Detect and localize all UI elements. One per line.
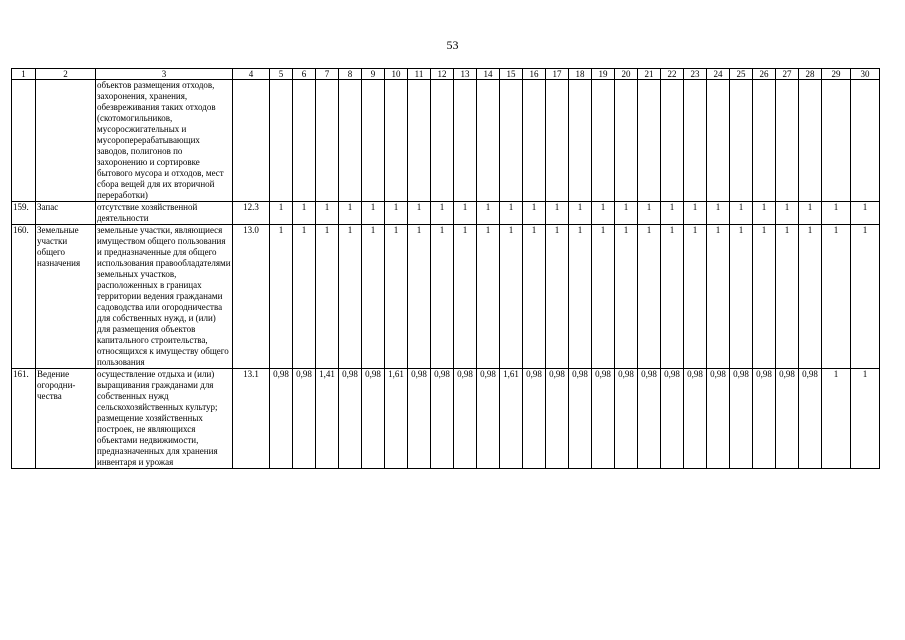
column-number-header: 27: [776, 69, 799, 80]
coefficient-cell: 1: [546, 225, 569, 369]
coefficient-cell: 1: [661, 202, 684, 225]
coefficient-cell: 1: [339, 225, 362, 369]
coefficient-cell: 1: [851, 225, 880, 369]
coefficient-cell: [316, 80, 339, 202]
coefficient-cell: 0,98: [431, 369, 454, 469]
coefficient-cell: 0,98: [684, 369, 707, 469]
column-number-header: 12: [431, 69, 454, 80]
coefficient-cell: [270, 80, 293, 202]
coefficient-cell: 1: [431, 202, 454, 225]
coefficient-cell: 0,98: [730, 369, 753, 469]
column-number-header: 26: [753, 69, 776, 80]
classifier-code-cell: 13.0: [233, 225, 270, 369]
column-number-header: 1: [12, 69, 36, 80]
coefficient-cell: 1: [851, 202, 880, 225]
land-use-description-cell: земельные участки, являющиеся имуществом общего пользования и предназначенные для общего использования правообладателями земельных участков, расположенных в границах территории ведения гражданами садоводства или огородничества для собственных нужд, и (или) для размещения объектов капитального строительства, относящихся к имуществу общего пользования: [97, 225, 231, 367]
coefficient-cell: 0,98: [753, 369, 776, 469]
coefficient-cell: 1: [707, 225, 730, 369]
column-number-header: 19: [592, 69, 615, 80]
page-number: 53: [446, 38, 459, 52]
coefficient-cell: 1: [730, 202, 753, 225]
coefficient-cell: 0,98: [546, 369, 569, 469]
coefficient-cell: [500, 80, 523, 202]
coefficient-cell: 1,41: [316, 369, 339, 469]
coefficient-cell: 0,98: [523, 369, 546, 469]
coefficient-cell: 1: [270, 225, 293, 369]
column-number-header: 22: [661, 69, 684, 80]
column-number-header: 4: [233, 69, 270, 80]
coefficient-cell: [776, 80, 799, 202]
coefficient-cell: 1: [661, 225, 684, 369]
coefficient-cell: 0,98: [707, 369, 730, 469]
coefficient-cell: 1: [362, 202, 385, 225]
column-number-header: 3: [96, 69, 233, 80]
coefficient-cell: [546, 80, 569, 202]
coefficient-cell: 1: [408, 202, 431, 225]
classifier-code-cell: [233, 80, 270, 202]
coefficient-cell: 0,98: [799, 369, 822, 469]
coefficient-cell: 1: [523, 225, 546, 369]
coefficient-cell: [730, 80, 753, 202]
coefficient-cell: 1: [293, 225, 316, 369]
coefficient-cell: 0,98: [339, 369, 362, 469]
coefficient-cell: 0,98: [408, 369, 431, 469]
row-number-cell: 161.: [12, 369, 36, 469]
coefficient-cell: 1: [454, 225, 477, 369]
coefficient-cell: 0,98: [454, 369, 477, 469]
land-use-name-cell: [36, 80, 96, 202]
coefficient-cell: 1: [385, 202, 408, 225]
land-use-table: [11, 68, 880, 469]
coefficient-cell: 1: [822, 369, 851, 469]
coefficient-cell: 1: [293, 202, 316, 225]
coefficient-cell: 0,98: [569, 369, 592, 469]
coefficient-cell: [362, 80, 385, 202]
column-number-header: 23: [684, 69, 707, 80]
column-number-header: 9: [362, 69, 385, 80]
coefficient-cell: 0,98: [477, 369, 500, 469]
coefficient-cell: 1: [477, 225, 500, 369]
table-row: [12, 80, 880, 202]
row-number-cell: 160.: [12, 225, 36, 369]
coefficient-cell: 1: [615, 225, 638, 369]
coefficient-cell: [385, 80, 408, 202]
column-number-header: 28: [799, 69, 822, 80]
column-number-header: 11: [408, 69, 431, 80]
coefficient-cell: [569, 80, 592, 202]
coefficient-cell: 1: [776, 225, 799, 369]
column-number-header: 21: [638, 69, 661, 80]
column-number-header: 25: [730, 69, 753, 80]
column-number-header: 13: [454, 69, 477, 80]
column-number-header: 18: [569, 69, 592, 80]
coefficient-cell: 0,98: [293, 369, 316, 469]
coefficient-cell: [293, 80, 316, 202]
table-row: [12, 225, 880, 369]
column-number-header: 15: [500, 69, 523, 80]
coefficient-cell: 1,61: [500, 369, 523, 469]
coefficient-cell: 1: [822, 225, 851, 369]
coefficient-cell: 1: [684, 225, 707, 369]
coefficient-cell: 1: [523, 202, 546, 225]
column-number-header: 20: [615, 69, 638, 80]
coefficient-cell: 1: [362, 225, 385, 369]
coefficient-cell: 0,98: [615, 369, 638, 469]
coefficient-cell: 0,98: [776, 369, 799, 469]
coefficient-cell: 1: [730, 225, 753, 369]
coefficient-cell: 0,98: [638, 369, 661, 469]
coefficient-cell: [799, 80, 822, 202]
coefficient-cell: 1: [776, 202, 799, 225]
coefficient-cell: [822, 80, 851, 202]
coefficient-cell: 1: [638, 225, 661, 369]
coefficient-cell: [592, 80, 615, 202]
coefficient-cell: 1: [500, 202, 523, 225]
coefficient-cell: 0,98: [592, 369, 615, 469]
column-number-header: 16: [523, 69, 546, 80]
column-number-header: 8: [339, 69, 362, 80]
coefficient-cell: [684, 80, 707, 202]
coefficient-cell: [707, 80, 730, 202]
coefficient-cell: 0,98: [661, 369, 684, 469]
row-number-cell: [12, 80, 36, 202]
coefficient-cell: 1: [753, 225, 776, 369]
coefficient-cell: 1: [385, 225, 408, 369]
coefficient-cell: 1: [753, 202, 776, 225]
coefficient-cell: [454, 80, 477, 202]
table-row: [12, 202, 880, 225]
column-number-header: 7: [316, 69, 339, 80]
column-number-header: 24: [707, 69, 730, 80]
coefficient-cell: 1: [546, 202, 569, 225]
coefficient-cell: [431, 80, 454, 202]
land-use-description-cell: отсутствие хозяйственной деятельности: [96, 202, 233, 225]
column-number-header: 2: [36, 69, 96, 80]
coefficient-cell: 1: [822, 202, 851, 225]
column-number-header: 5: [270, 69, 293, 80]
coefficient-cell: 1: [799, 202, 822, 225]
classifier-code-cell: 12.3: [233, 202, 270, 225]
coefficient-cell: [523, 80, 546, 202]
coefficient-cell: [339, 80, 362, 202]
coefficient-cell: [753, 80, 776, 202]
coefficient-cell: [661, 80, 684, 202]
coefficient-cell: [408, 80, 431, 202]
coefficient-cell: 1: [454, 202, 477, 225]
land-use-description-cell: объектов размещения отходов, захоронения, хранения, обезвреживания таких отходов (скотомогильников, мусоросжигательных и мусороперерабатывающих заводов, полигонов по захоронению и сортировке бытового мусора и отходов, мест сбора вещей для их вторичной переработки): [96, 80, 233, 202]
coefficient-cell: 1: [270, 202, 293, 225]
coefficient-cell: 1: [500, 225, 523, 369]
land-use-name-cell: Ведение огородни-чества: [36, 369, 96, 469]
coefficient-cell: [615, 80, 638, 202]
coefficient-cell: [477, 80, 500, 202]
coefficient-cell: 0,98: [362, 369, 385, 469]
classifier-code-cell: 13.1: [233, 369, 270, 469]
coefficient-cell: [851, 80, 880, 202]
row-number-cell: 159.: [12, 202, 36, 225]
column-number-header: 17: [546, 69, 569, 80]
column-number-header: 29: [822, 69, 851, 80]
land-use-name-cell: Земельные участки общего назначения: [36, 225, 96, 369]
coefficient-cell: 1: [569, 202, 592, 225]
coefficient-cell: 1: [615, 202, 638, 225]
coefficient-cell: 1: [316, 202, 339, 225]
coefficient-cell: 1: [316, 225, 339, 369]
coefficient-cell: 1: [851, 369, 880, 469]
column-number-header: 10: [385, 69, 408, 80]
coefficient-cell: 1: [592, 202, 615, 225]
column-number-header: 14: [477, 69, 500, 80]
column-number-row: [12, 69, 880, 80]
coefficient-cell: 1: [684, 202, 707, 225]
coefficient-cell: 1: [569, 225, 592, 369]
coefficient-cell: 1,61: [385, 369, 408, 469]
coefficient-cell: 1: [408, 225, 431, 369]
coefficient-cell: 1: [707, 202, 730, 225]
coefficient-cell: 0,98: [270, 369, 293, 469]
coefficient-cell: 1: [638, 202, 661, 225]
coefficient-cell: [638, 80, 661, 202]
column-number-header: 30: [851, 69, 880, 80]
coefficient-cell: 1: [592, 225, 615, 369]
land-use-name-cell: Запас: [36, 202, 96, 225]
coefficient-cell: 1: [431, 225, 454, 369]
column-number-header: 6: [293, 69, 316, 80]
coefficient-cell: 1: [799, 225, 822, 369]
table-row: [12, 369, 880, 469]
coefficient-cell: 1: [339, 202, 362, 225]
coefficient-cell: 1: [477, 202, 500, 225]
land-use-description-cell: осуществление отдыха и (или) выращивания гражданами для собственных нужд сельскохозяйственных культур; размещение хозяйственных построек, не являющихся объектами недвижимости, предназначенных для хранения инвентаря и урожая: [96, 369, 233, 469]
